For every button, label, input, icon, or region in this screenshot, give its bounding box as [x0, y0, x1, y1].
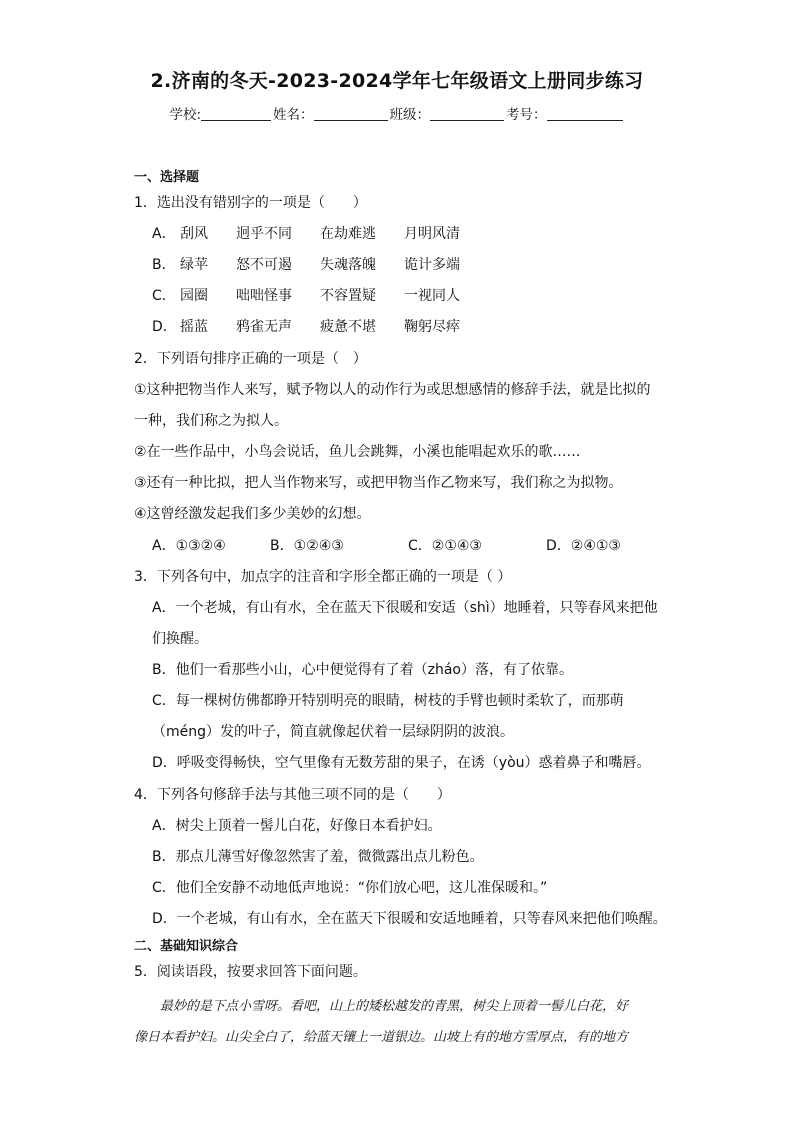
reading-passage-line: 最妙的是下点小雪呀。看吧，山上的矮松越发的青黑，树尖上顶着一髻儿白花，好	[160, 999, 629, 1014]
question-5-stem: 5．阅读语段，按要求回答下面问题。	[134, 964, 367, 980]
q2-sentence: ③还有一种比拟，把人当作物来写，或把甲物当作乙物来写，我们称之为拟物。	[134, 475, 623, 491]
q3-option-b[interactable]: B．他们一看那些小山，心中便觉得有了着（zháo）落，有了依靠。	[152, 662, 573, 678]
q2-option-c[interactable]: C．②①④③	[408, 538, 482, 554]
q2-sentence: ②在一些作品中，小鸟会说话，鱼儿会跳舞，小溪也能唱起欢乐的歌……	[134, 444, 581, 460]
q1-option-a[interactable]: A． 刮风 迥乎不同 在劫难逃 月明风清	[152, 226, 460, 242]
q3-option-d[interactable]: D．呼吸变得畅快，空气里像有无数芳甜的果子，在诱（yòu）惑着鼻子和嘴唇。	[152, 755, 651, 771]
q4-option-b[interactable]: B．那点儿薄雪好像忽然害了羞，微微露出点儿粉色。	[152, 849, 484, 865]
q1-option-d[interactable]: D． 摇蓝 鸦雀无声 疲惫不堪 鞠躬尽瘁	[152, 319, 460, 335]
page-title: 2.济南的冬天-2023-2024学年七年级语文上册同步练习	[150, 70, 644, 92]
q2-option-a[interactable]: A．①③②④	[152, 538, 226, 554]
q4-option-a[interactable]: A．树尖上顶着一髻儿白花，好像日本看护妇。	[152, 818, 442, 834]
school-label: 学校:	[169, 107, 202, 123]
name-label: 姓名：	[273, 107, 314, 123]
question-4-stem: 4．下列各句修辞手法与其他三项不同的是（ ）	[134, 787, 451, 803]
question-1-stem: 1．选出没有错别字的一项是（ ）	[134, 195, 367, 211]
question-3-stem: 3．下列各句中，加点字的注音和字形全都正确的一项是（ ）	[134, 569, 512, 585]
q1-option-b[interactable]: B． 绿苹 怒不可遏 失魂落魄 诡计多端	[152, 257, 460, 273]
exam-no-blank[interactable]	[547, 106, 623, 121]
question-2-stem: 2．下列语句排序正确的一项是（ ）	[134, 351, 367, 367]
class-label: 班级：	[389, 107, 431, 123]
section-heading-basic-knowledge: 二、基础知识综合	[134, 939, 239, 954]
school-blank[interactable]	[201, 106, 271, 121]
q2-sentence: ④这曾经激发起我们多少美妙的幻想。	[134, 506, 371, 522]
q3-option-a[interactable]: A．一个老城，有山有水，全在蓝天下很暖和安适（shì）地睡着，只等春风来把他	[152, 600, 658, 616]
q3-option-c[interactable]: C．每一棵树仿佛都睁开特别明亮的眼睛，树枝的手臂也顿时柔软了，而那萌	[152, 693, 624, 709]
q4-option-c[interactable]: C．他们全安静不动地低声地说：“你们放心吧，这儿准保暖和。”	[152, 880, 548, 896]
class-blank[interactable]	[430, 106, 504, 121]
student-info-line	[0, 103, 794, 123]
q3-option-c-cont: （méng）发的叶子，简直就像起伏着一层绿阴阴的波浪。	[152, 724, 515, 740]
q2-sentence: ①这种把物当作人来写，赋予物以人的动作行为或思想感情的修辞手法，就是比拟的	[134, 382, 651, 398]
q2-sentence: 一种，我们称之为拟人。	[134, 413, 288, 429]
q2-option-d[interactable]: D．②④①③	[546, 538, 621, 554]
section-heading-choice: 一、选择题	[134, 170, 200, 185]
q2-options-row	[152, 535, 621, 555]
q4-option-d[interactable]: D．一个老城，有山有水，全在蓝天下很暖和安适地睡着，只等春风来把他们唤醒。	[152, 911, 667, 927]
q1-option-c[interactable]: C． 园圈 咄咄怪事 不容置疑 一视同人	[152, 288, 460, 304]
reading-passage-line: 像日本看护妇。山尖全白了，给蓝天镶上一道银边。山坡上有的地方雪厚点，有的地方	[134, 1030, 629, 1045]
q3-option-a-cont: 们换醒。	[152, 631, 208, 647]
name-blank[interactable]	[314, 106, 388, 121]
exam-no-label: 考号：	[506, 107, 547, 123]
q2-option-b[interactable]: B．①②④③	[270, 538, 344, 554]
